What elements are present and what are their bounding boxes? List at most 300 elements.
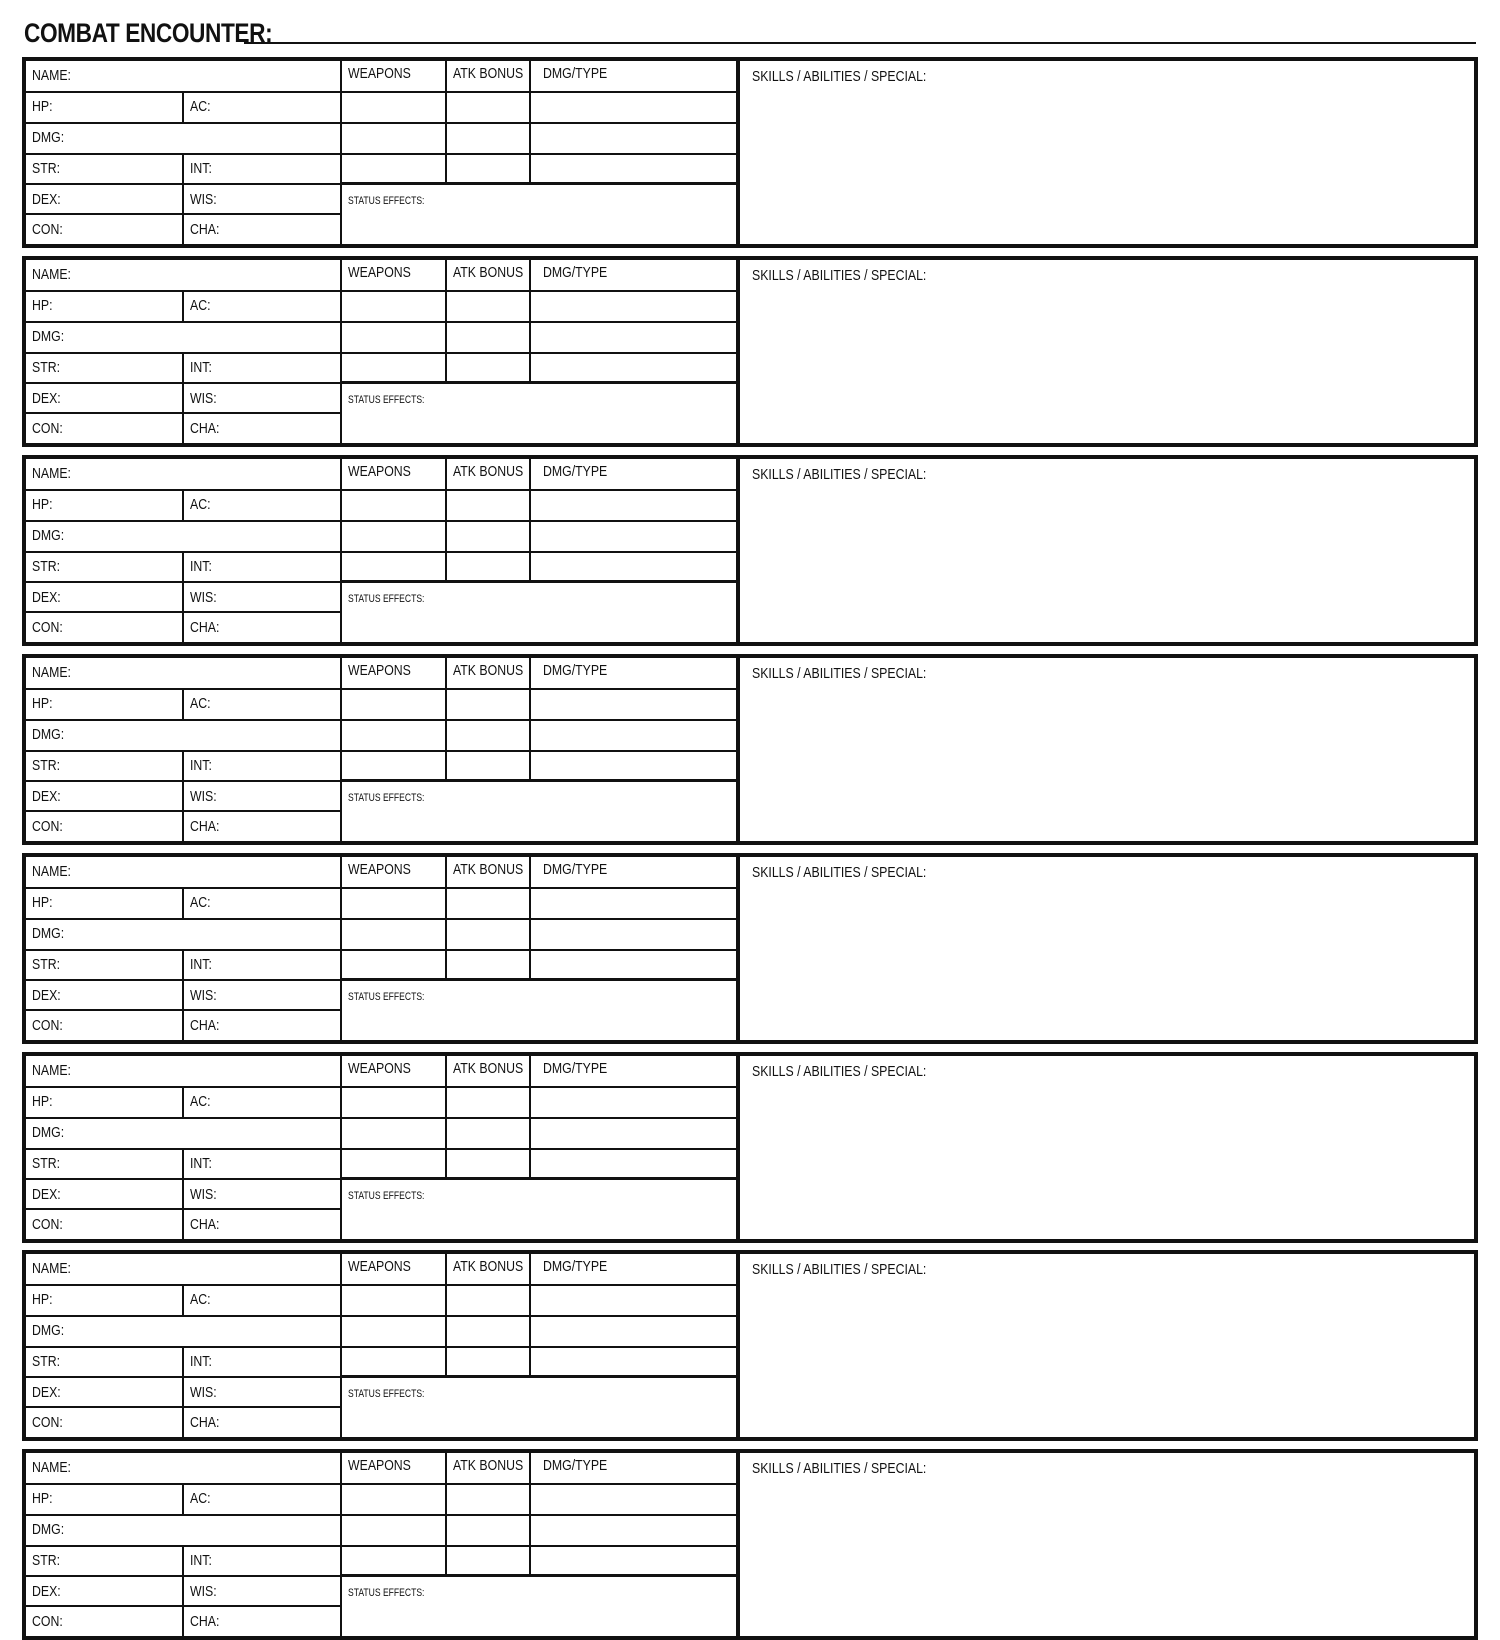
con-label: CON:	[32, 818, 63, 835]
cha-label: CHA:	[190, 420, 220, 437]
weapon-dmg-cell[interactable]	[531, 920, 736, 949]
weapons-label: WEAPONS	[348, 264, 411, 281]
name-label: NAME:	[32, 664, 71, 681]
hp-label: HP:	[32, 894, 53, 911]
weapon-name-cell[interactable]	[342, 124, 445, 153]
dmg-field[interactable]	[26, 919, 340, 949]
dex-label: DEX:	[32, 191, 61, 208]
dmg-field[interactable]	[26, 322, 340, 352]
ac-label: AC:	[190, 496, 211, 513]
status-effects-label: STATUS EFFECTS:	[348, 593, 425, 605]
str-field[interactable]	[26, 154, 182, 184]
name-field[interactable]	[26, 658, 340, 688]
weapon-atk-cell[interactable]	[447, 522, 529, 551]
dex-label: DEX:	[32, 390, 61, 407]
int-field[interactable]	[184, 1149, 340, 1179]
dmg-type-header	[531, 260, 736, 290]
atk-bonus-header	[447, 1056, 529, 1086]
dmg-type-label: DMG/TYPE	[543, 662, 608, 679]
dmg-type-header	[531, 857, 736, 887]
skills-label: SKILLS / ABILITIES / SPECIAL:	[752, 1261, 927, 1278]
weapons-header	[342, 61, 445, 91]
weapons-header	[342, 1254, 445, 1284]
hp-field[interactable]	[26, 1087, 182, 1117]
combatant-block	[22, 853, 1478, 1044]
wis-label: WIS:	[190, 1583, 217, 1600]
con-label: CON:	[32, 619, 63, 636]
dex-label: DEX:	[32, 788, 61, 805]
weapon-atk-cell[interactable]	[447, 1286, 529, 1315]
dmg-type-label: DMG/TYPE	[543, 264, 608, 281]
weapon-dmg-cell[interactable]	[531, 1516, 736, 1545]
weapon-name-cell[interactable]	[342, 1119, 445, 1148]
combatant-block	[22, 256, 1478, 447]
weapon-name-cell[interactable]	[342, 553, 445, 580]
weapon-atk-cell[interactable]	[447, 491, 529, 520]
int-field[interactable]	[184, 751, 340, 781]
name-label: NAME:	[32, 67, 71, 84]
dmg-label: DMG:	[32, 925, 65, 942]
combatant-block	[22, 1449, 1478, 1640]
hp-label: HP:	[32, 496, 53, 513]
skills-label: SKILLS / ABILITIES / SPECIAL:	[752, 1063, 927, 1080]
atk-bonus-header	[447, 857, 529, 887]
ac-field[interactable]	[184, 92, 340, 122]
con-field[interactable]	[26, 1408, 182, 1437]
weapon-atk-cell[interactable]	[447, 1119, 529, 1148]
weapon-name-cell[interactable]	[342, 354, 445, 381]
dmg-label: DMG:	[32, 1322, 65, 1339]
cha-label: CHA:	[190, 1414, 220, 1431]
status-effects-field[interactable]	[342, 1180, 736, 1239]
weapon-atk-cell[interactable]	[447, 354, 529, 381]
dex-field[interactable]	[26, 583, 182, 613]
weapon-dmg-cell[interactable]	[531, 292, 736, 321]
weapon-atk-cell[interactable]	[447, 155, 529, 182]
weapon-atk-cell[interactable]	[447, 1317, 529, 1346]
cha-field[interactable]	[184, 1011, 340, 1040]
con-field[interactable]	[26, 414, 182, 443]
cha-label: CHA:	[190, 1613, 220, 1630]
weapon-name-cell[interactable]	[342, 951, 445, 978]
weapon-dmg-cell[interactable]	[531, 1348, 736, 1375]
weapon-dmg-cell[interactable]	[531, 1317, 736, 1346]
dmg-label: DMG:	[32, 527, 65, 544]
con-label: CON:	[32, 1017, 63, 1034]
dex-label: DEX:	[32, 1186, 61, 1203]
str-label: STR:	[32, 1155, 61, 1172]
ac-label: AC:	[190, 297, 211, 314]
atk-bonus-label: ATK BONUS	[453, 1457, 524, 1474]
weapon-atk-cell[interactable]	[447, 1516, 529, 1545]
skills-field[interactable]	[740, 1056, 1474, 1239]
status-effects-field[interactable]	[342, 1378, 736, 1437]
dmg-label: DMG:	[32, 1124, 65, 1141]
dmg-field[interactable]	[26, 1118, 340, 1148]
dmg-type-header	[531, 459, 736, 489]
weapon-name-cell[interactable]	[342, 491, 445, 520]
weapons-label: WEAPONS	[348, 65, 411, 82]
wis-field[interactable]	[184, 185, 340, 215]
ac-field[interactable]	[184, 1484, 340, 1514]
ac-label: AC:	[190, 1093, 211, 1110]
atk-bonus-header	[447, 61, 529, 91]
status-effects-label: STATUS EFFECTS:	[348, 1388, 425, 1400]
weapons-label: WEAPONS	[348, 1457, 411, 1474]
weapon-name-cell[interactable]	[342, 323, 445, 352]
weapon-name-cell[interactable]	[342, 522, 445, 551]
wis-field[interactable]	[184, 583, 340, 613]
dmg-type-header	[531, 1453, 736, 1483]
status-effects-label: STATUS EFFECTS:	[348, 1587, 425, 1599]
con-label: CON:	[32, 420, 63, 437]
hp-label: HP:	[32, 695, 53, 712]
str-label: STR:	[32, 757, 61, 774]
name-label: NAME:	[32, 1260, 71, 1277]
cha-field[interactable]	[184, 812, 340, 841]
atk-bonus-header	[447, 459, 529, 489]
dmg-type-header	[531, 1254, 736, 1284]
dex-label: DEX:	[32, 1384, 61, 1401]
cha-field[interactable]	[184, 1607, 340, 1636]
atk-bonus-label: ATK BONUS	[453, 861, 524, 878]
skills-label: SKILLS / ABILITIES / SPECIAL:	[752, 1460, 927, 1477]
weapon-name-cell[interactable]	[342, 752, 445, 779]
ac-field[interactable]	[184, 888, 340, 918]
dmg-type-label: DMG/TYPE	[543, 463, 608, 480]
dex-label: DEX:	[32, 987, 61, 1004]
hp-field[interactable]	[26, 1285, 182, 1315]
wis-label: WIS:	[190, 1186, 217, 1203]
status-effects-field[interactable]	[342, 1577, 736, 1636]
con-label: CON:	[32, 1414, 63, 1431]
dmg-type-header	[531, 658, 736, 688]
dmg-field[interactable]	[26, 720, 340, 750]
status-effects-label: STATUS EFFECTS:	[348, 195, 425, 207]
skills-label: SKILLS / ABILITIES / SPECIAL:	[752, 267, 927, 284]
con-field[interactable]	[26, 215, 182, 244]
name-field[interactable]	[26, 1056, 340, 1086]
ac-label: AC:	[190, 1291, 211, 1308]
con-label: CON:	[32, 1613, 63, 1630]
weapon-atk-cell[interactable]	[447, 889, 529, 918]
weapon-dmg-cell[interactable]	[531, 354, 736, 381]
weapon-dmg-cell[interactable]	[531, 1088, 736, 1117]
weapon-dmg-cell[interactable]	[531, 690, 736, 719]
atk-bonus-header	[447, 658, 529, 688]
ac-label: AC:	[190, 1490, 211, 1507]
skills-label: SKILLS / ABILITIES / SPECIAL:	[752, 665, 927, 682]
combatant-block	[22, 654, 1478, 845]
con-field[interactable]	[26, 1607, 182, 1636]
weapon-atk-cell[interactable]	[447, 721, 529, 750]
weapons-header	[342, 658, 445, 688]
weapon-atk-cell[interactable]	[447, 323, 529, 352]
hp-field[interactable]	[26, 1484, 182, 1514]
str-field[interactable]	[26, 1149, 182, 1179]
cha-field[interactable]	[184, 215, 340, 244]
skills-field[interactable]	[740, 658, 1474, 841]
int-field[interactable]	[184, 552, 340, 582]
int-label: INT:	[190, 160, 212, 177]
str-label: STR:	[32, 1552, 61, 1569]
weapon-name-cell[interactable]	[342, 1286, 445, 1315]
ac-label: AC:	[190, 695, 211, 712]
str-field[interactable]	[26, 1347, 182, 1377]
wis-field[interactable]	[184, 981, 340, 1011]
str-label: STR:	[32, 956, 61, 973]
dmg-label: DMG:	[32, 1521, 65, 1538]
weapons-label: WEAPONS	[348, 463, 411, 480]
dmg-label: DMG:	[32, 328, 65, 345]
atk-bonus-label: ATK BONUS	[453, 65, 524, 82]
cha-field[interactable]	[184, 613, 340, 642]
weapons-header	[342, 1056, 445, 1086]
weapon-dmg-cell[interactable]	[531, 155, 736, 182]
wis-field[interactable]	[184, 782, 340, 812]
atk-bonus-header	[447, 1453, 529, 1483]
name-label: NAME:	[32, 863, 71, 880]
weapon-name-cell[interactable]	[342, 155, 445, 182]
wis-field[interactable]	[184, 1180, 340, 1210]
con-field[interactable]	[26, 613, 182, 642]
weapon-dmg-cell[interactable]	[531, 951, 736, 978]
dmg-type-label: DMG/TYPE	[543, 1060, 608, 1077]
weapon-dmg-cell[interactable]	[531, 124, 736, 153]
ac-field[interactable]	[184, 1087, 340, 1117]
weapon-dmg-cell[interactable]	[531, 1119, 736, 1148]
str-label: STR:	[32, 558, 61, 575]
cha-label: CHA:	[190, 619, 220, 636]
weapon-atk-cell[interactable]	[447, 920, 529, 949]
status-effects-field[interactable]	[342, 981, 736, 1040]
name-field[interactable]	[26, 1453, 340, 1483]
weapon-atk-cell[interactable]	[447, 292, 529, 321]
name-field[interactable]	[26, 260, 340, 290]
name-label: NAME:	[32, 1062, 71, 1079]
status-effects-field[interactable]	[342, 384, 736, 443]
weapon-atk-cell[interactable]	[447, 690, 529, 719]
int-label: INT:	[190, 757, 212, 774]
ac-field[interactable]	[184, 1285, 340, 1315]
weapon-atk-cell[interactable]	[447, 951, 529, 978]
weapon-dmg-cell[interactable]	[531, 491, 736, 520]
weapon-atk-cell[interactable]	[447, 752, 529, 779]
combatant-block	[22, 1250, 1478, 1441]
int-label: INT:	[190, 1155, 212, 1172]
weapons-label: WEAPONS	[348, 1258, 411, 1275]
int-field[interactable]	[184, 353, 340, 383]
weapon-name-cell[interactable]	[342, 1516, 445, 1545]
dex-field[interactable]	[26, 185, 182, 215]
weapon-dmg-cell[interactable]	[531, 1547, 736, 1574]
skills-field[interactable]	[740, 61, 1474, 244]
weapon-name-cell[interactable]	[342, 292, 445, 321]
atk-bonus-label: ATK BONUS	[453, 1258, 524, 1275]
dmg-type-label: DMG/TYPE	[543, 65, 608, 82]
status-effects-label: STATUS EFFECTS:	[348, 1190, 425, 1202]
weapons-header	[342, 459, 445, 489]
con-field[interactable]	[26, 812, 182, 841]
weapon-name-cell[interactable]	[342, 1317, 445, 1346]
str-field[interactable]	[26, 751, 182, 781]
dex-field[interactable]	[26, 981, 182, 1011]
int-field[interactable]	[184, 950, 340, 980]
weapon-dmg-cell[interactable]	[531, 1286, 736, 1315]
dex-label: DEX:	[32, 589, 61, 606]
weapon-dmg-cell[interactable]	[531, 553, 736, 580]
skills-field[interactable]	[740, 459, 1474, 642]
dex-field[interactable]	[26, 384, 182, 414]
skills-label: SKILLS / ABILITIES / SPECIAL:	[752, 68, 927, 85]
cha-field[interactable]	[184, 1408, 340, 1437]
wis-field[interactable]	[184, 384, 340, 414]
dex-field[interactable]	[26, 782, 182, 812]
cha-label: CHA:	[190, 1216, 220, 1233]
dmg-field[interactable]	[26, 521, 340, 551]
atk-bonus-header	[447, 260, 529, 290]
hp-field[interactable]	[26, 888, 182, 918]
weapon-dmg-cell[interactable]	[531, 93, 736, 122]
int-field[interactable]	[184, 154, 340, 184]
weapon-name-cell[interactable]	[342, 1348, 445, 1375]
skills-label: SKILLS / ABILITIES / SPECIAL:	[752, 864, 927, 881]
wis-label: WIS:	[190, 191, 217, 208]
name-label: NAME:	[32, 266, 71, 283]
hp-field[interactable]	[26, 92, 182, 122]
str-label: STR:	[32, 1353, 61, 1370]
weapon-atk-cell[interactable]	[447, 1348, 529, 1375]
dmg-field[interactable]	[26, 1316, 340, 1346]
dmg-type-label: DMG/TYPE	[543, 1457, 608, 1474]
name-label: NAME:	[32, 1459, 71, 1476]
weapons-header	[342, 260, 445, 290]
wis-label: WIS:	[190, 589, 217, 606]
int-label: INT:	[190, 359, 212, 376]
weapon-name-cell[interactable]	[342, 690, 445, 719]
wis-field[interactable]	[184, 1378, 340, 1408]
name-field[interactable]	[26, 857, 340, 887]
dmg-type-header	[531, 61, 736, 91]
dmg-label: DMG:	[32, 129, 65, 146]
weapon-atk-cell[interactable]	[447, 124, 529, 153]
weapons-label: WEAPONS	[348, 1060, 411, 1077]
dex-field[interactable]	[26, 1180, 182, 1210]
weapon-dmg-cell[interactable]	[531, 1150, 736, 1177]
con-field[interactable]	[26, 1210, 182, 1239]
weapon-atk-cell[interactable]	[447, 1088, 529, 1117]
cha-field[interactable]	[184, 1210, 340, 1239]
ac-label: AC:	[190, 98, 211, 115]
hp-label: HP:	[32, 1291, 53, 1308]
int-label: INT:	[190, 956, 212, 973]
hp-field[interactable]	[26, 490, 182, 520]
weapon-atk-cell[interactable]	[447, 1150, 529, 1177]
ac-field[interactable]	[184, 490, 340, 520]
weapon-dmg-cell[interactable]	[531, 522, 736, 551]
int-label: INT:	[190, 1552, 212, 1569]
weapon-name-cell[interactable]	[342, 1088, 445, 1117]
skills-field[interactable]	[740, 1254, 1474, 1437]
name-label: NAME:	[32, 465, 71, 482]
name-field[interactable]	[26, 61, 340, 91]
page-title: COMBAT ENCOUNTER:	[24, 18, 273, 48]
name-field[interactable]	[26, 459, 340, 489]
skills-label: SKILLS / ABILITIES / SPECIAL:	[752, 466, 927, 483]
wis-label: WIS:	[190, 1384, 217, 1401]
combatant-block	[22, 57, 1478, 248]
str-label: STR:	[32, 359, 61, 376]
weapon-dmg-cell[interactable]	[531, 721, 736, 750]
weapons-label: WEAPONS	[348, 662, 411, 679]
weapon-atk-cell[interactable]	[447, 1547, 529, 1574]
weapon-atk-cell[interactable]	[447, 93, 529, 122]
weapon-dmg-cell[interactable]	[531, 323, 736, 352]
weapons-header	[342, 1453, 445, 1483]
skills-field[interactable]	[740, 1453, 1474, 1636]
dex-label: DEX:	[32, 1583, 61, 1600]
atk-bonus-label: ATK BONUS	[453, 463, 524, 480]
atk-bonus-label: ATK BONUS	[453, 662, 524, 679]
str-field[interactable]	[26, 552, 182, 582]
weapon-name-cell[interactable]	[342, 920, 445, 949]
dmg-type-label: DMG/TYPE	[543, 1258, 608, 1275]
dmg-type-label: DMG/TYPE	[543, 861, 608, 878]
weapon-name-cell[interactable]	[342, 889, 445, 918]
ac-field[interactable]	[184, 291, 340, 321]
dex-field[interactable]	[26, 1577, 182, 1607]
weapon-name-cell[interactable]	[342, 1150, 445, 1177]
weapon-atk-cell[interactable]	[447, 553, 529, 580]
cha-field[interactable]	[184, 414, 340, 443]
atk-bonus-label: ATK BONUS	[453, 264, 524, 281]
str-field[interactable]	[26, 1546, 182, 1576]
hp-label: HP:	[32, 98, 53, 115]
atk-bonus-label: ATK BONUS	[453, 1060, 524, 1077]
status-effects-label: STATUS EFFECTS:	[348, 394, 425, 406]
weapon-name-cell[interactable]	[342, 721, 445, 750]
status-effects-field[interactable]	[342, 583, 736, 642]
str-field[interactable]	[26, 950, 182, 980]
str-field[interactable]	[26, 353, 182, 383]
con-field[interactable]	[26, 1011, 182, 1040]
status-effects-field[interactable]	[342, 782, 736, 841]
dmg-field[interactable]	[26, 123, 340, 153]
ac-label: AC:	[190, 894, 211, 911]
cha-label: CHA:	[190, 818, 220, 835]
ac-field[interactable]	[184, 689, 340, 719]
weapon-name-cell[interactable]	[342, 93, 445, 122]
name-field[interactable]	[26, 1254, 340, 1284]
weapons-label: WEAPONS	[348, 861, 411, 878]
dex-field[interactable]	[26, 1378, 182, 1408]
skills-field[interactable]	[740, 857, 1474, 1040]
skills-field[interactable]	[740, 260, 1474, 443]
combatant-block	[22, 1052, 1478, 1243]
dmg-field[interactable]	[26, 1515, 340, 1545]
status-effects-field[interactable]	[342, 185, 736, 244]
int-field[interactable]	[184, 1347, 340, 1377]
weapon-name-cell[interactable]	[342, 1547, 445, 1574]
weapon-dmg-cell[interactable]	[531, 752, 736, 779]
con-label: CON:	[32, 1216, 63, 1233]
weapon-dmg-cell[interactable]	[531, 889, 736, 918]
hp-field[interactable]	[26, 291, 182, 321]
hp-field[interactable]	[26, 689, 182, 719]
weapons-header	[342, 857, 445, 887]
int-field[interactable]	[184, 1546, 340, 1576]
wis-field[interactable]	[184, 1577, 340, 1607]
